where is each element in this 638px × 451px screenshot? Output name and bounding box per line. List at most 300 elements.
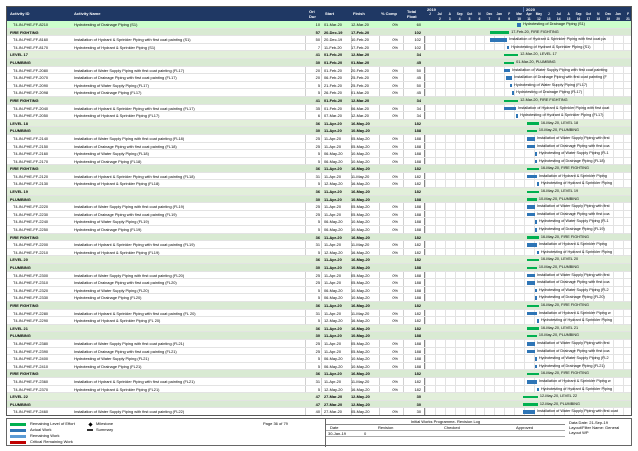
activity-bar[interactable]	[507, 46, 509, 50]
pct-complete: 0%	[392, 181, 398, 187]
activity-bar[interactable]	[527, 342, 535, 346]
summary-bar[interactable]	[527, 122, 539, 124]
orig-duration: 30	[315, 333, 320, 339]
wbs-group-row[interactable]	[7, 196, 632, 204]
total-float: 188	[414, 219, 421, 225]
activity-row[interactable]	[7, 287, 632, 295]
summary-bar[interactable]	[523, 403, 538, 405]
summary-bar[interactable]	[504, 62, 514, 64]
total-float: 188	[414, 143, 421, 149]
timescale-year: 2020	[526, 7, 632, 12]
start-date: 27-Mar-20	[324, 394, 343, 400]
summary-bar[interactable]	[527, 168, 539, 170]
total-float: 182	[414, 302, 421, 308]
pct-complete: 0%	[392, 135, 398, 141]
activity-row[interactable]	[7, 386, 632, 394]
finish-date: 05-May-20	[351, 143, 370, 149]
activity-bar[interactable]	[527, 281, 535, 285]
wbs-group-row[interactable]	[7, 264, 632, 272]
wbs-group-row[interactable]	[7, 302, 632, 310]
legend-item	[10, 439, 75, 445]
start-date: 06-May-20	[324, 158, 343, 164]
activity-row[interactable]	[7, 150, 632, 158]
orig-duration: 31	[315, 310, 320, 316]
wbs-group-row[interactable]	[7, 165, 632, 173]
gantt-lane	[425, 188, 632, 196]
activity-bar[interactable]	[527, 137, 535, 141]
bar-label: Installation of Hydrant & Sprinkler Piping with first coat	[518, 105, 610, 110]
pct-complete: 0%	[392, 348, 398, 354]
finish-date: 17-Feb-20	[351, 44, 369, 50]
timescale-month: Mar	[516, 12, 522, 16]
gantt-lane	[425, 317, 632, 325]
activity-id: T4-IN-PHE-FF-2330	[13, 295, 49, 301]
activity-row[interactable]	[7, 294, 632, 302]
gantt-lane	[425, 340, 632, 348]
summary-bar[interactable]	[527, 305, 539, 307]
gantt-lane	[425, 378, 632, 386]
activity-bar[interactable]	[527, 175, 537, 179]
gantt-lane	[425, 196, 632, 204]
activity-row[interactable]	[7, 203, 632, 211]
wbs-group-row[interactable]	[7, 370, 632, 378]
total-float: 102	[414, 44, 421, 50]
activity-row[interactable]	[7, 135, 632, 143]
activity-bar[interactable]	[537, 388, 539, 392]
gantt-lane	[425, 348, 632, 356]
summary-bar[interactable]	[527, 191, 539, 193]
timescale-period-number: 18	[596, 16, 601, 21]
activity-bar[interactable]	[527, 243, 537, 247]
activity-row[interactable]	[7, 355, 632, 363]
finish-date: 16-May-20	[351, 386, 370, 392]
summary-bar[interactable]	[527, 373, 539, 375]
report-footer	[6, 418, 632, 446]
activity-id: T4-IN-PHE-FF-2150	[13, 143, 49, 149]
start-date: 01-Feb-20	[324, 105, 342, 111]
activity-id: T4-IN-PHE-FF-2280	[13, 310, 49, 316]
activity-bar[interactable]	[506, 76, 512, 80]
timescale-period-number: 3	[448, 16, 451, 21]
summary-bar[interactable]	[504, 54, 518, 56]
orig-duration: 25	[315, 348, 320, 354]
wbs-group-row[interactable]	[7, 120, 632, 128]
total-float: 188	[414, 227, 421, 233]
gantt-lane	[425, 82, 632, 90]
activity-bar[interactable]	[527, 213, 535, 217]
start-date: 27-Mar-20	[324, 409, 342, 415]
start-date: 12-May-20	[324, 181, 343, 187]
start-date: 11-Apr-20	[324, 371, 342, 377]
activity-row[interactable]	[7, 105, 632, 113]
activity-row[interactable]	[7, 67, 632, 75]
finish-date: 10-May-20	[351, 333, 370, 339]
orig-duration: 25	[315, 280, 320, 286]
start-date: 11-Apr-20	[324, 257, 342, 263]
bar-label: Hydrotesting of Water Supply Piping (FL2	[538, 287, 609, 292]
gantt-lane	[425, 279, 632, 287]
total-float: 102	[414, 37, 421, 43]
finish-date: 11-May-20	[351, 310, 370, 316]
timescale-header	[425, 7, 632, 21]
wbs-group-row[interactable]	[7, 393, 632, 401]
start-date: 11-Apr-20	[324, 242, 342, 248]
total-float: 182	[414, 173, 421, 179]
start-date: 06-May-20	[324, 151, 343, 157]
total-float: 188	[414, 287, 421, 293]
bar-label: Hydrotesting of Water Supply Piping (FL17)	[514, 82, 588, 87]
gantt-lane	[425, 234, 632, 242]
activity-row[interactable]	[7, 226, 632, 234]
orig-duration: 5	[317, 249, 320, 255]
wbs-group-row[interactable]	[7, 332, 632, 340]
timescale-month: Oct	[585, 12, 592, 16]
summary-bar[interactable]	[504, 100, 518, 102]
total-float: 188	[414, 196, 421, 202]
bar-label: 17-Feb-20, FIRE FIGHTING	[511, 29, 559, 34]
bar-label: 10-May-20, PLUMBING	[538, 333, 580, 338]
orig-duration: 25	[315, 135, 320, 141]
activity-bar[interactable]	[504, 107, 516, 111]
activity-row[interactable]	[7, 74, 632, 82]
rev-number: 0	[364, 431, 367, 436]
summary-bar[interactable]	[527, 259, 539, 261]
activity-row[interactable]	[7, 82, 632, 90]
activity-name: Installation of Drainage Piping with first coat painting (FL20)	[74, 280, 177, 286]
start-date: 11-Apr-20	[324, 348, 342, 354]
legend-swatch-green	[10, 423, 26, 426]
total-float: 45	[416, 59, 421, 65]
activity-id: T4-IN-PHE-FF-2200	[13, 242, 49, 248]
timescale-period-number: 2	[438, 16, 441, 21]
bar-label: Hydrotesting of Drainage Piping (FL20)	[538, 295, 605, 300]
pct-complete: 0%	[392, 242, 398, 248]
finish-date: 16-May-20	[351, 318, 370, 324]
finish-date: 25-Feb-20	[351, 75, 369, 81]
group-name: FIRE FIGHTING	[10, 371, 39, 377]
activity-bar[interactable]	[527, 145, 535, 149]
wbs-group-row[interactable]	[7, 234, 632, 242]
activity-name: Hydrotesting of Water Supply Piping (FL17)	[74, 82, 149, 88]
activity-row[interactable]	[7, 408, 632, 416]
activity-row[interactable]	[7, 272, 632, 280]
group-name: FIRE FIGHTING	[10, 166, 39, 172]
orig-duration: 25	[315, 204, 320, 210]
total-float: 188	[414, 348, 421, 354]
activity-bar[interactable]	[535, 228, 537, 232]
gantt-lane	[425, 332, 632, 340]
total-float: 30	[416, 401, 421, 407]
activity-id: T4-IN-PHE-FF-2250	[13, 227, 49, 233]
activity-name: Installation of Hydrant & Sprinkler Piping with first coat painting (FL 20)	[74, 310, 196, 316]
col-header-total-float[interactable]	[407, 7, 417, 21]
activity-row[interactable]	[7, 348, 632, 356]
wbs-group-row[interactable]	[7, 127, 632, 135]
activity-row[interactable]	[7, 310, 632, 318]
activity-bar[interactable]	[535, 152, 537, 156]
start-date: 11-Apr-20	[324, 340, 342, 346]
orig-duration: 5	[317, 82, 320, 88]
start-date: 20-Dec-19	[324, 29, 343, 35]
total-float: 188	[414, 204, 421, 210]
wbs-group-row[interactable]	[7, 325, 632, 333]
wbs-group-row[interactable]	[7, 29, 632, 37]
activity-row[interactable]	[7, 44, 632, 52]
wbs-group-row[interactable]	[7, 97, 632, 105]
activity-bar[interactable]	[504, 69, 510, 73]
pct-complete: 0%	[392, 272, 398, 278]
gantt-lane	[425, 393, 632, 401]
rev-col-approved: Approved	[516, 425, 534, 430]
total-float: 188	[414, 333, 421, 339]
timescale-year: 2019	[427, 7, 524, 12]
legend-swatch-blue	[10, 429, 26, 432]
activity-id: T4-IN-PHE-FF-2220	[13, 204, 49, 210]
finish-date: 10-May-20	[351, 227, 370, 233]
timescale-period-number: 16	[576, 16, 581, 21]
finish-date: 20-Feb-20	[351, 67, 369, 73]
activity-id: T4-IN-PHE-FF-2050	[13, 113, 49, 119]
bar-label: 12-May-20, PLUMBING	[539, 401, 580, 406]
group-name: LEVEL 22	[10, 394, 28, 400]
activity-id: T4-IN-PHE-FF-2090	[13, 82, 49, 88]
group-name: PLUMBING	[10, 59, 31, 65]
activity-id: T4-IN-PHE-FF-2130	[13, 181, 49, 187]
activity-bar[interactable]	[537, 182, 539, 186]
summary-bar[interactable]	[527, 198, 537, 200]
group-name: PLUMBING	[10, 333, 31, 339]
activity-row[interactable]	[7, 158, 632, 166]
gantt-lane	[425, 226, 632, 234]
activity-row[interactable]	[7, 180, 632, 188]
wbs-group-row[interactable]	[7, 188, 632, 196]
wbs-group-row[interactable]	[7, 256, 632, 264]
finish-date: 12-Mar-20	[351, 52, 370, 58]
wbs-group-row[interactable]	[7, 59, 632, 67]
timescale-month: Jan	[615, 12, 621, 16]
activity-row[interactable]	[7, 21, 632, 29]
group-name: FIRE FIGHTING	[10, 302, 39, 308]
activity-bar[interactable]	[490, 38, 507, 42]
gantt-lane	[425, 310, 632, 318]
finish-date: 16-May-20	[351, 302, 370, 308]
activity-bar[interactable]	[527, 274, 535, 278]
total-float: 34	[416, 97, 421, 103]
activity-row[interactable]	[7, 218, 632, 226]
total-float: 188	[414, 265, 421, 270]
activity-row[interactable]	[7, 241, 632, 249]
total-float: 30	[416, 394, 421, 400]
finish-date: 10-May-20	[351, 151, 370, 157]
start-date: 11-Apr-20	[324, 378, 342, 384]
activity-bar[interactable]	[535, 160, 537, 164]
activity-row[interactable]	[7, 363, 632, 371]
summary-bar[interactable]	[527, 335, 537, 337]
finish-date: 05-May-20	[351, 409, 370, 415]
finish-date: 10-May-20	[351, 363, 370, 369]
start-date: 06-May-20	[324, 219, 343, 225]
activity-row[interactable]	[7, 340, 632, 348]
timescale-period-number: 5	[468, 16, 471, 21]
orig-duration: 41	[315, 97, 320, 103]
activity-bar[interactable]	[535, 220, 537, 224]
legend-label: Milestone	[96, 421, 114, 426]
finish-date: 17-Feb-20	[351, 29, 370, 35]
activity-id: T4-IN-PHE-FF-2040	[13, 105, 49, 111]
total-float: 182	[414, 234, 421, 240]
activity-bar[interactable]	[512, 91, 514, 95]
activity-bar[interactable]	[537, 251, 539, 255]
gantt-lane	[425, 173, 632, 181]
wbs-group-row[interactable]	[7, 51, 632, 59]
revision-log-row	[326, 431, 565, 437]
col-header-activity-id[interactable]: Activity ID	[10, 11, 30, 16]
wbs-group-row[interactable]	[7, 401, 632, 409]
bar-label: Hydrotesting of Hydrant & Sprinkler Piping	[540, 181, 613, 186]
gantt-lane	[425, 370, 632, 378]
timescale-month: N	[478, 12, 481, 16]
activity-id: T4-IN-PHE-FF-2380	[13, 340, 49, 346]
activity-bar[interactable]	[527, 380, 537, 384]
bar-label: 16-May-20, FIRE FIGHTING	[540, 371, 589, 376]
activity-bar[interactable]	[535, 296, 537, 300]
pct-complete: 0%	[392, 363, 398, 369]
activity-name: Installation of Water Supply Piping with first coat painting (FL22)	[74, 409, 185, 415]
timescale-month: Jul	[437, 12, 443, 16]
pct-complete: 0%	[392, 173, 398, 179]
activity-name: Installation of Water Supply Piping with first coat painting (FL17)	[74, 67, 185, 73]
activity-name: Installation of Water Supply Piping with first coat painting (FL20)	[74, 272, 185, 278]
activity-row[interactable]	[7, 143, 632, 151]
activity-row[interactable]	[7, 173, 632, 181]
bar-label: Installation of Water Supply Piping with first coat	[536, 409, 618, 414]
activity-table	[7, 21, 632, 416]
group-name: LEVEL 19	[10, 189, 28, 195]
pct-complete: 0%	[392, 356, 398, 362]
pct-complete: 0%	[392, 219, 398, 225]
gantt-lane	[425, 287, 632, 295]
col-header-finish[interactable]: Finish	[353, 11, 365, 16]
activity-bar[interactable]	[523, 410, 535, 414]
activity-bar[interactable]	[535, 357, 537, 361]
col-header-activity-name[interactable]: Activity Name	[74, 11, 101, 16]
summary-bar[interactable]	[523, 396, 538, 398]
col-header-orig-dur[interactable]	[309, 7, 316, 21]
activity-row[interactable]	[7, 378, 632, 386]
summary-bar[interactable]	[490, 31, 509, 33]
gantt-lane	[425, 241, 632, 249]
group-name: PLUMBING	[10, 128, 31, 134]
total-float: 188	[414, 356, 421, 362]
orig-duration: 25	[315, 272, 320, 278]
activity-bar[interactable]	[527, 350, 535, 354]
col-header-pct-complete[interactable]: % Comp	[381, 11, 397, 16]
bar-label: Installation of Hydrant & Sprinkler Piping	[538, 173, 607, 178]
gantt-lane	[425, 135, 632, 143]
bar-label: 12-May-20, LEVEL 22	[539, 394, 578, 399]
activity-bar[interactable]	[527, 205, 535, 209]
orig-duration: 6	[317, 113, 320, 119]
start-date: 11-Apr-20	[324, 211, 342, 217]
gantt-lane	[425, 74, 632, 82]
start-date: 11-Apr-20	[324, 234, 342, 240]
col-header-start[interactable]: Start	[325, 11, 335, 16]
legend-label: Actual Work	[30, 427, 52, 432]
activity-name: Installation of Drainage Piping with first coat painting (FL18)	[74, 143, 177, 149]
gantt-lane	[425, 180, 632, 188]
activity-row[interactable]	[7, 249, 632, 257]
start-date: 12-May-20	[324, 249, 343, 255]
activity-row[interactable]	[7, 279, 632, 287]
activity-row[interactable]	[7, 89, 632, 97]
activity-bar[interactable]	[535, 365, 537, 369]
bar-label: 16-May-20, LEVEL 18	[540, 120, 579, 125]
finish-date: 16-May-20	[351, 371, 370, 377]
summary-bar[interactable]	[527, 130, 537, 132]
bar-label: Installation of Drainage Piping with first coa	[536, 211, 610, 216]
activity-bar[interactable]	[537, 319, 539, 323]
activity-bar[interactable]	[510, 84, 512, 88]
timescale-month: J	[547, 12, 550, 16]
activity-id: T4-IN-PHE-FF-2070	[13, 75, 49, 81]
start-date: 12-May-20	[324, 386, 343, 392]
activity-name: Hydrotesting of Water Supply Piping (FL18)	[74, 151, 149, 157]
activity-name: Hydrotesting of Drainage Piping (FL18)	[74, 158, 142, 164]
finish-date: 12-May-20	[351, 401, 370, 407]
pct-complete: 0%	[392, 318, 398, 324]
pct-complete: 0%	[392, 295, 398, 301]
orig-duration: 31	[315, 242, 320, 248]
bar-label: Hydrotesting of Drainage Piping (FL18)	[538, 158, 605, 163]
orig-duration: 36	[315, 371, 320, 377]
activity-bar[interactable]	[517, 23, 521, 27]
summary-bar[interactable]	[527, 267, 537, 269]
finish-date: 05-May-20	[351, 204, 370, 210]
activity-id: T4-IN-PHE-FF-2170	[13, 158, 49, 164]
finish-date: 16-May-20	[351, 257, 370, 263]
activity-row[interactable]	[7, 317, 632, 325]
timescale-period-number: 13	[547, 16, 551, 21]
activity-bar[interactable]	[527, 312, 537, 316]
gantt-lane	[425, 89, 632, 97]
activity-id: T4-IN-PHE-FF-2360	[13, 378, 49, 384]
summary-bar[interactable]	[527, 327, 539, 329]
activity-name: Hydrotesting of Drainage Piping (FL20)	[74, 295, 142, 301]
orig-duration: 36	[315, 189, 320, 195]
activity-bar[interactable]	[516, 114, 518, 118]
activity-row[interactable]	[7, 36, 632, 44]
orig-duration: 5	[317, 295, 320, 301]
finish-date: 25-Feb-20	[351, 82, 369, 88]
activity-row[interactable]	[7, 211, 632, 219]
total-float: 188	[414, 211, 421, 217]
start-date: 06-May-20	[324, 227, 343, 233]
bar-label: Installation of Water Supply Piping with first	[536, 272, 610, 277]
orig-duration: 36	[315, 325, 320, 331]
gantt-lane	[425, 21, 632, 29]
rev-date: 30-Jan-19	[328, 431, 347, 436]
total-float: 182	[414, 120, 421, 126]
summary-bar[interactable]	[527, 236, 539, 238]
activity-row[interactable]	[7, 112, 632, 120]
total-float-line2: Float	[407, 14, 417, 19]
finish-date: 16-May-20	[351, 249, 370, 255]
total-float-line1: Total	[407, 9, 417, 14]
total-float: 182	[414, 242, 421, 248]
activity-bar[interactable]	[535, 289, 537, 293]
start-date: 06-May-20	[324, 363, 343, 369]
finish-date: 10-May-20	[351, 196, 370, 202]
